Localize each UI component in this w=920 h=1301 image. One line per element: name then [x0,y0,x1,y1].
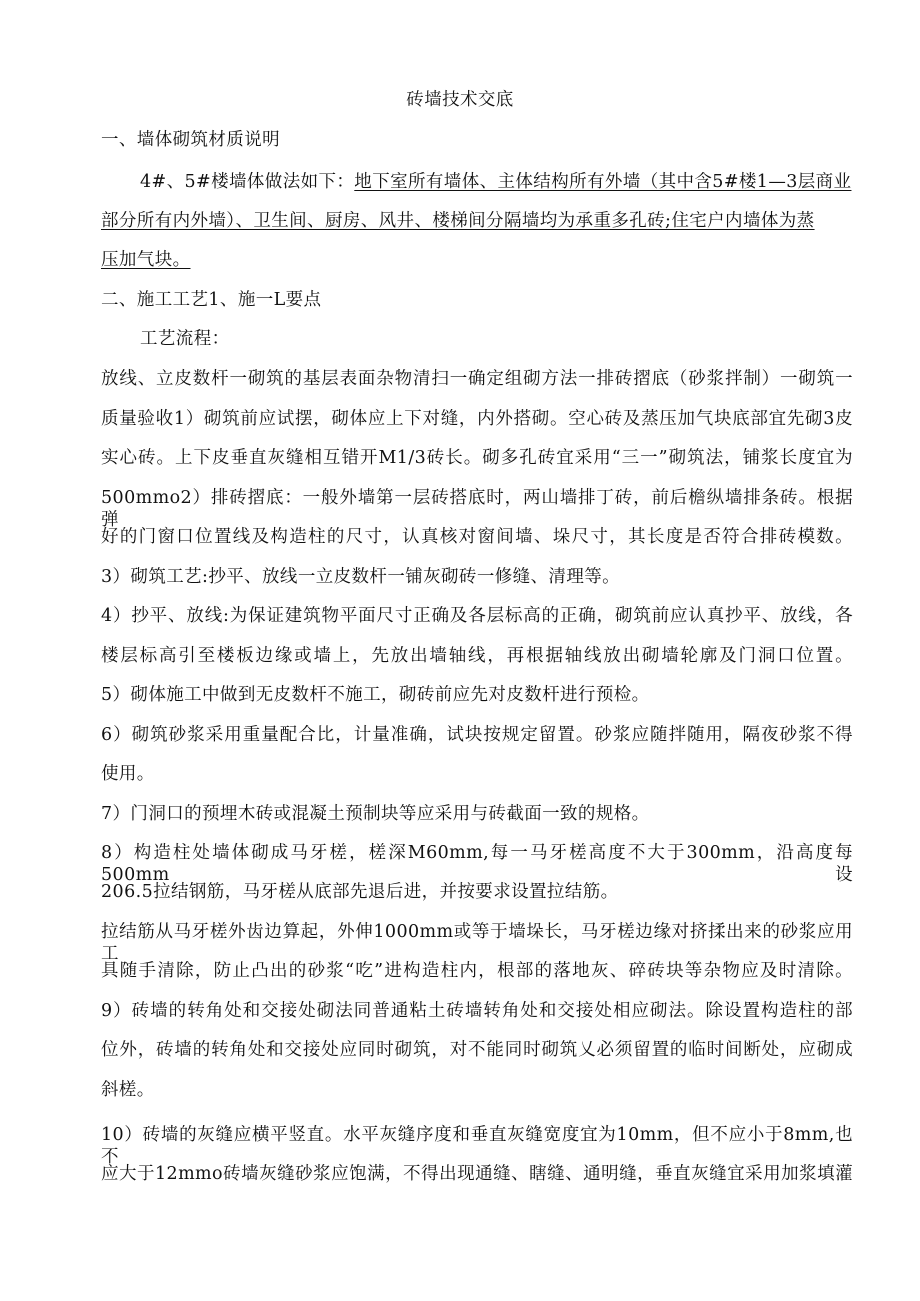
document-title: 砖墙技术交底 [406,90,514,110]
text-line: 具随手清除，防止凸出的砂浆“吃”进构造柱内，根部的落地灰、碎砖块等杂物应及时清除。 [101,961,853,981]
text-line: 5）砌体施工中做到无皮数杆不施工，砌砖前应先对皮数杆进行预检。 [101,685,650,705]
materials-prefix: 4#、5#楼墙体做法如下： [140,172,355,192]
text-line: 拉结筋从马牙槎外齿边算起，外伸1000mm或等于墙垛长，马牙槎边缘对挤揉出来的砂浆应用工 [101,922,853,964]
text-line: 好的门窗口位置线及构造柱的尺寸，认真核对窗间墙、垛尺寸，其长度是否符合排砖模数。 [101,527,853,547]
text-line: 8）构造柱处墙体砌成马牙槎，槎深M60mm,每一马牙槎高度不大于300mm，沿高度每500mm设 [101,843,853,885]
materials-paragraph-line-2: 部分所有内外墙）、卫生间、厨房、风井、楼梯间分隔墙均为承重多孔砖;住宅户内墙体为蒸 [101,211,815,231]
text-line: 9）砖墙的转角处和交接处砌法同普通粘土砖墙转角处和交接处相应砌法。除设置构造柱的部 [101,1001,853,1021]
text-line: 质量验收1）砌筑前应试摆，砌体应上下对缝，内外搭砌。空心砖及蒸压加气块底部宜先砌3皮 [101,409,853,429]
text-line: 放线、立皮数杆一砌筑的基层表面杂物清扫一确定组砌方法一排砖摺底（砂浆拌制）一砌筑一 [101,369,853,389]
text-line: 实心砖。上下皮垂直灰缝相互错开M1/3砖长。砌多孔砖宜采用“三一”砌筑法，铺浆长度宜为 [101,448,853,468]
text-line: 7）门洞口的预埋木砖或混凝土预制块等应采用与砖截面一致的规格。 [101,804,650,824]
text-line: 4）抄平、放线:为保证建筑物平面尺寸正确及各层标高的正确，砌筑前应认真抄平、放线，各 [101,606,853,626]
text-line: 斜槎。 [101,1080,155,1100]
text-line: 500mmo2）排砖摺底：一般外墙第一层砖搭底时，两山墙排丁砖，前后檐纵墙排条砖。根据弹 [101,488,853,530]
text-line: 使用。 [101,764,155,784]
text-line: 206.5拉结钢筋，马牙槎从底部先退后进，并按要求设置拉结筋。 [101,882,619,902]
process-flow-label: 工艺流程： [140,329,230,349]
text-line: 楼层标高引至楼板边缘或墙上，先放出墙轴线，再根据轴线放出砌墙轮廓及门洞口位置。 [101,646,853,666]
materials-paragraph-line-3: 压加气块。 [101,250,191,270]
materials-paragraph-line-1 [140,171,851,193]
text-line: 应大于12mmo砖墙灰缝砂浆应饱满，不得出现通缝、瞎缝、通明缝，垂直灰缝宜采用加浆填灌 [101,1164,853,1184]
text-line: 6）砌筑砂浆采用重量配合比，计量准确，试块按规定留置。砂浆应随拌随用，隔夜砂浆不得 [101,725,853,745]
section-heading-process: 二、施工工艺1、施一L要点 [101,290,322,310]
section-heading-materials: 一、墙体砌筑材质说明 [101,130,280,150]
materials-underlined-text: 地下室所有墙体、主体结构所有外墙（其中含5#楼1—3层商业 [354,172,852,192]
text-line: 10）砖墙的灰缝应横平竖直。水平灰缝序度和垂直灰缝宽度宜为10mm，但不应小于8mm,也不 [101,1125,853,1167]
text-line: 位外，砖墙的转角处和交接处应同时砌筑，对不能同时砌筑乂必须留置的临时间断处，应砌成 [101,1040,853,1060]
text-line: 3）砌筑工艺:抄平、放线一立皮数杆一铺灰砌砖一修缝、清理等。 [101,567,621,587]
